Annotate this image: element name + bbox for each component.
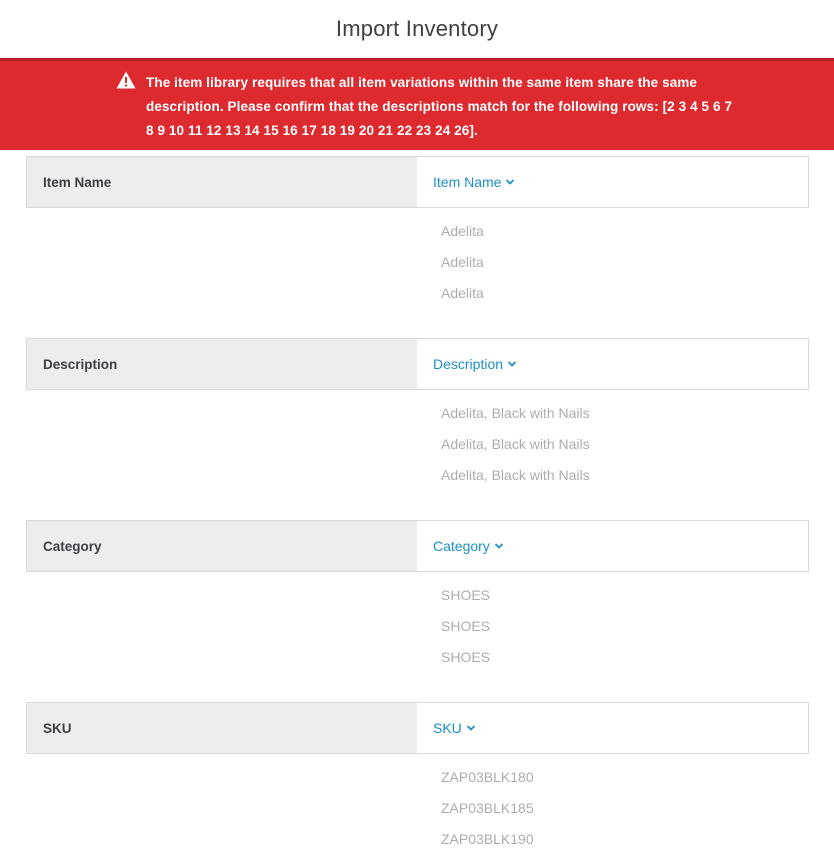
column-label: Category [27, 521, 417, 571]
sample-value: Adelita, Black with Nails [441, 405, 590, 421]
column-select-value: Description [433, 356, 504, 372]
chevron-down-icon [505, 177, 515, 187]
sample-value: SHOES [441, 649, 491, 665]
chevron-down-icon [466, 723, 476, 733]
column-select-value: SKU [433, 720, 462, 736]
warning-icon [116, 71, 136, 89]
column-label: SKU [27, 703, 417, 753]
alert-message: The item library requires that all item variations within the same item share the same description. Please confirm that the descriptions match for the following rows: [2 3 4 5 6 7 8 9 10 11 12 13 14 15 16 17 18 19 20 21 22 23 24 26]. [146, 75, 733, 138]
column-label: Item Name [27, 157, 417, 207]
column-select-value: Item Name [433, 174, 502, 190]
mapping-section-item-name [26, 156, 809, 315]
page-header [0, 0, 834, 58]
sample-values [26, 390, 809, 497]
sample-value: Adelita [441, 223, 484, 239]
sample-value: ZAP03BLK185 [441, 800, 534, 816]
mapping-row [26, 702, 809, 754]
mapping-row [26, 520, 809, 572]
sample-value: Adelita [441, 254, 484, 270]
sample-value: Adelita, Black with Nails [441, 467, 590, 483]
mapping-section-category [26, 520, 809, 679]
column-select-item-name[interactable] [417, 157, 808, 207]
sample-value: Adelita [441, 285, 484, 301]
mapping-section-sku [26, 702, 809, 859]
column-select-category[interactable] [417, 521, 808, 571]
column-label: Description [27, 339, 417, 389]
mapping-row [26, 156, 809, 208]
column-select-description[interactable] [417, 339, 808, 389]
mapping-section-description [26, 338, 809, 497]
chevron-down-icon [494, 541, 504, 551]
page-title: Import Inventory [335, 16, 499, 41]
sample-value: SHOES [441, 587, 491, 603]
error-alert [0, 58, 834, 150]
sample-values [26, 754, 809, 859]
sample-value: ZAP03BLK190 [441, 831, 534, 847]
sample-value: SHOES [441, 618, 491, 634]
column-select-value: Category [433, 538, 490, 554]
sample-values [26, 208, 809, 315]
sample-values [26, 572, 809, 679]
column-select-sku[interactable] [417, 703, 808, 753]
mapping-row [26, 338, 809, 390]
sample-value: ZAP03BLK180 [441, 769, 534, 785]
sample-value: Adelita, Black with Nails [441, 436, 590, 452]
chevron-down-icon [507, 359, 517, 369]
